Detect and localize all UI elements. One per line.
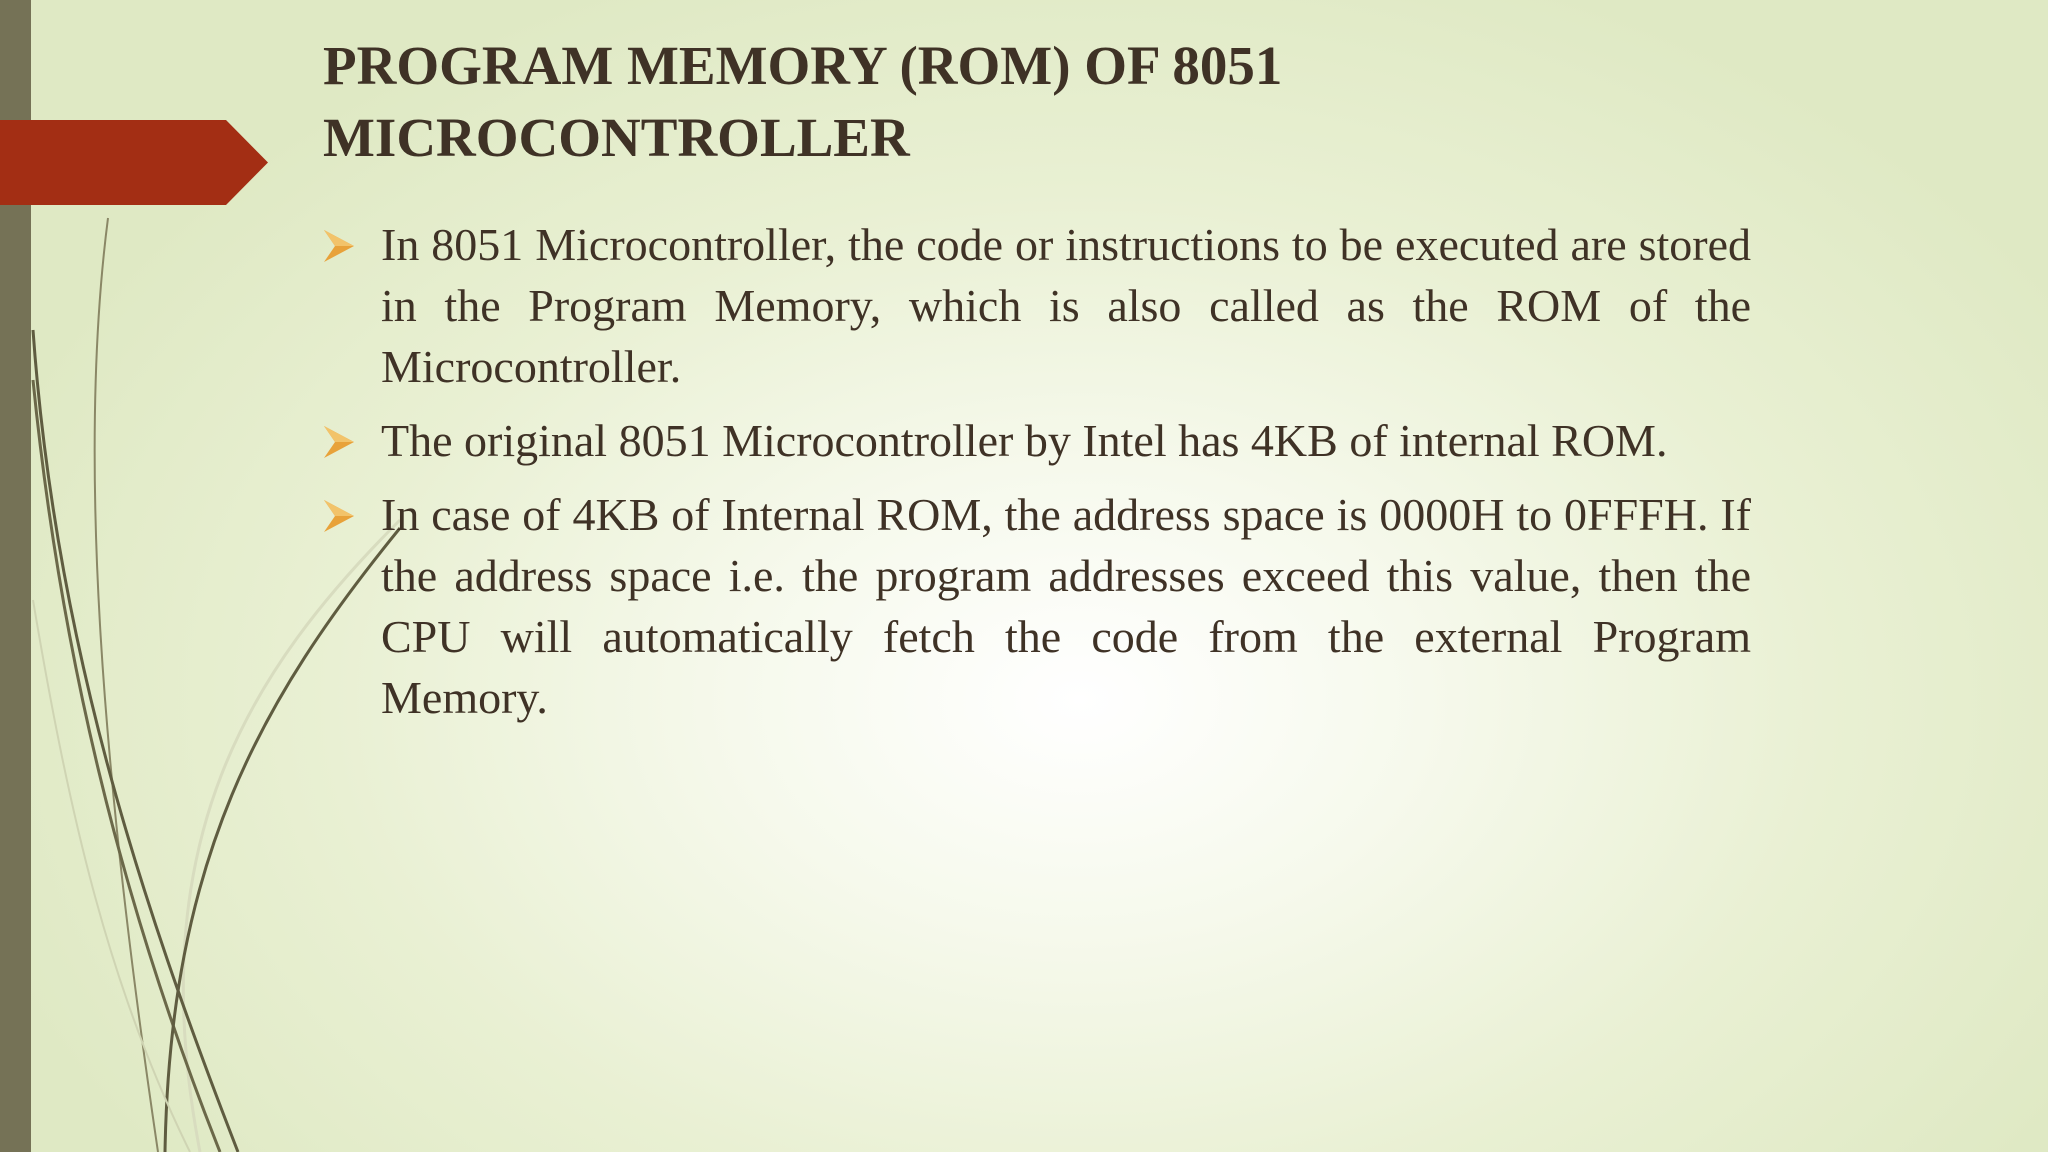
bullet-text: In 8051 Microcontroller, the code or instructions to be executed are stored in the Program Memory, which is also called as the ROM of the Microcontroller. xyxy=(381,219,1751,392)
bullet-item xyxy=(323,484,1751,728)
bullet-item xyxy=(323,214,1751,397)
arrowhead-bullet-icon xyxy=(324,500,354,532)
slide-title: PROGRAM MEMORY (ROM) OF 8051 MICROCONTROLLER xyxy=(323,35,1283,168)
bullet-text: The original 8051 Microcontroller by Intel has 4KB of internal ROM. xyxy=(381,415,1668,466)
arrowhead-bullet-icon xyxy=(324,426,354,458)
red-accent-tab xyxy=(0,120,268,205)
bullet-item xyxy=(323,410,1751,471)
arrowhead-bullet-icon xyxy=(324,230,354,262)
bullet-list xyxy=(323,214,1751,741)
bullet-text: In case of 4KB of Internal ROM, the address space is 0000H to 0FFFH. If the address space i.e. the program addresses exceed this value, then the CPU will automatically fetch the code from the external Program Memory. xyxy=(381,489,1751,723)
